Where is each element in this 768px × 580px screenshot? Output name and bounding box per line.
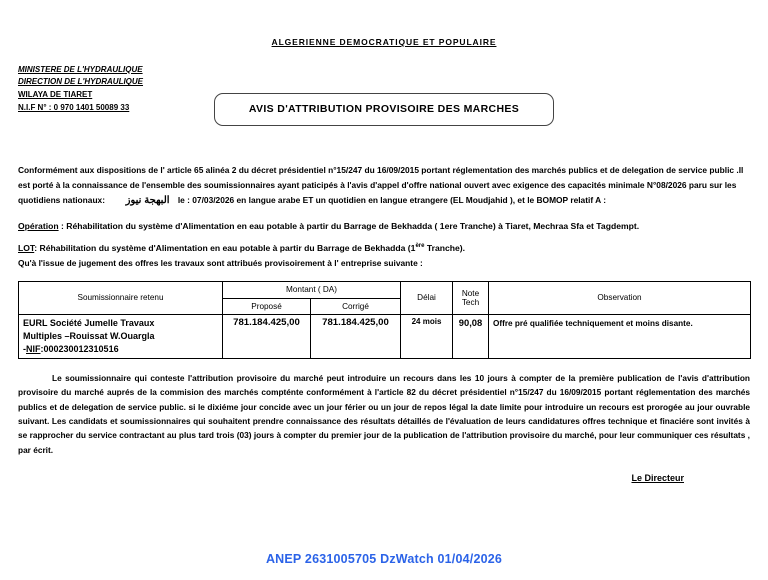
bidder-line-1: EURL Société Jumelle Travaux: [23, 318, 155, 329]
attribution-table: [18, 281, 751, 359]
bidder-line-2: Multiples –Rouissat W.Ouargla: [23, 331, 155, 342]
table-header-row-1: [19, 282, 751, 299]
operation-text: Réhabilitation du système d'Alimentation en eau potable à partir du Barrage de Bekhadda ( 1ere Tranche) à Tiaret, Mechraa Sfa et Tagdempt.: [66, 220, 640, 231]
intro-part-2: le : 07/03/2026 en langue arabe ET un quotidien en langue etrangere (EL Moudjahid ), et le BOMOP relatif A :: [177, 195, 606, 206]
lot-separator: :: [34, 242, 40, 253]
signature-title: Le Directeur: [631, 473, 684, 484]
ministry-line-wilaya: WILAYA DE TIARET: [18, 90, 93, 100]
lot-subtitle: Qu'à l'issue de jugement des offres les travaux sont attribués provisoirement à l' entreprise suivante :: [18, 258, 423, 269]
cell-delay: 24 mois: [401, 315, 453, 358]
intro-part-1: Conformément aux dispositions de l' article 65 alinéa 2 du décret présidentiel n°15/247 du 16/09/2015 portant réglementation des marchés publics et de delegation de service public .Il est porté à la connaissance de l'ensemble des soumissionnaires ayant paticipés à l'avis d'appel d'offre national ouvert avec exigence des capacités minimale N°08/2026 paru sur les quotidiens nationaux:: [18, 165, 744, 206]
lot-label: LOT: [18, 242, 35, 253]
newspaper-name-arabic: البهجة نيوز: [125, 195, 170, 207]
lot-block: [18, 242, 750, 270]
header-proposed: Proposé: [223, 298, 311, 315]
header-delay: Délai: [401, 282, 453, 315]
operation-label: Opération: [18, 220, 59, 231]
header-note-tech: [453, 282, 489, 315]
national-header: ALGERIENNE DEMOCRATIQUE ET POPULAIRE: [271, 37, 497, 47]
ministry-line-2: DIRECTION DE L'HYDRAULIQUE: [18, 77, 144, 87]
header-corrected: Corrigé: [311, 298, 401, 315]
bidder-nif-value: :000230012310516: [40, 343, 119, 354]
title-row: [0, 93, 768, 126]
operation-separator: :: [58, 220, 67, 231]
bidder-nif-label: NIF: [26, 343, 41, 354]
intro-paragraph: [18, 163, 750, 209]
ministry-line-nif: N.I.F N° : 0 970 1401 50089 33: [18, 103, 130, 113]
header-amount: Montant ( DA): [223, 282, 401, 299]
lot-text-before: Réhabilitation du système d'Alimentation en eau potable à partir du Barrage de Bekhadda (1: [39, 242, 416, 253]
header-observation: Observation: [489, 282, 751, 315]
lot-text-after: Tranche).: [424, 242, 466, 253]
cell-amount-corrected: 781.184.425,00: [311, 315, 401, 358]
header-bidder: Soumissionnaire retenu: [19, 282, 223, 315]
header-note-tech-line2: Tech: [461, 298, 480, 308]
page-title: AVIS D'ATTRIBUTION PROVISOIRE DES MARCHES: [214, 93, 554, 126]
signature-block: [18, 468, 750, 486]
header-note-tech-line1: Note: [461, 288, 480, 298]
recourse-paragraph: [18, 371, 750, 458]
cell-amount-proposed: 781.184.425,00: [223, 315, 311, 358]
operation-block: [18, 220, 750, 233]
ministry-line-1: MINISTERE DE L'HYDRAULIQUE: [18, 64, 143, 74]
cell-note-tech: 90,08: [453, 315, 489, 358]
bidder-nif-prefix: -: [23, 343, 26, 354]
table-row: [19, 315, 751, 358]
cell-observation: Offre pré qualifiée techniquement et moins disante.: [489, 315, 751, 358]
recourse-text: Le soumissionnaire qui conteste l'attribution provisoire du marché peut introduire un recours dans les 10 jours à compter de la première publication de l'avis d'attribution provisoire du marché auprés de la commision des marchés compténte conformément à l'article 82 du décret présidentiel n°15/247 du 16/09/2015 portant réglementation des marchés publics et de delegation de service public. si le dixiéme jour concide avec un jour férier ou un jour de repos légal la date limite pour introduire un recours est prorogée au jour ouvrable suivant. Les candidats et soumissionnaires qui souhaitent prendre connaissance des résultats détaillés de l'évaluation de leurs candidatures offres technique et finaciére sont invités à se rapprocher du service contractant au plus tard trois (03) jours à compter du premier jour de la publication de l'attribution provisoire du marché, pour leur communiquer ces résultats , par écrit.: [18, 372, 750, 455]
anep-footer: ANEP 2631005705 DzWatch 01/04/2026: [265, 552, 503, 566]
lot-ordinal-sup: ère: [415, 242, 425, 249]
cell-bidder: [19, 315, 223, 358]
